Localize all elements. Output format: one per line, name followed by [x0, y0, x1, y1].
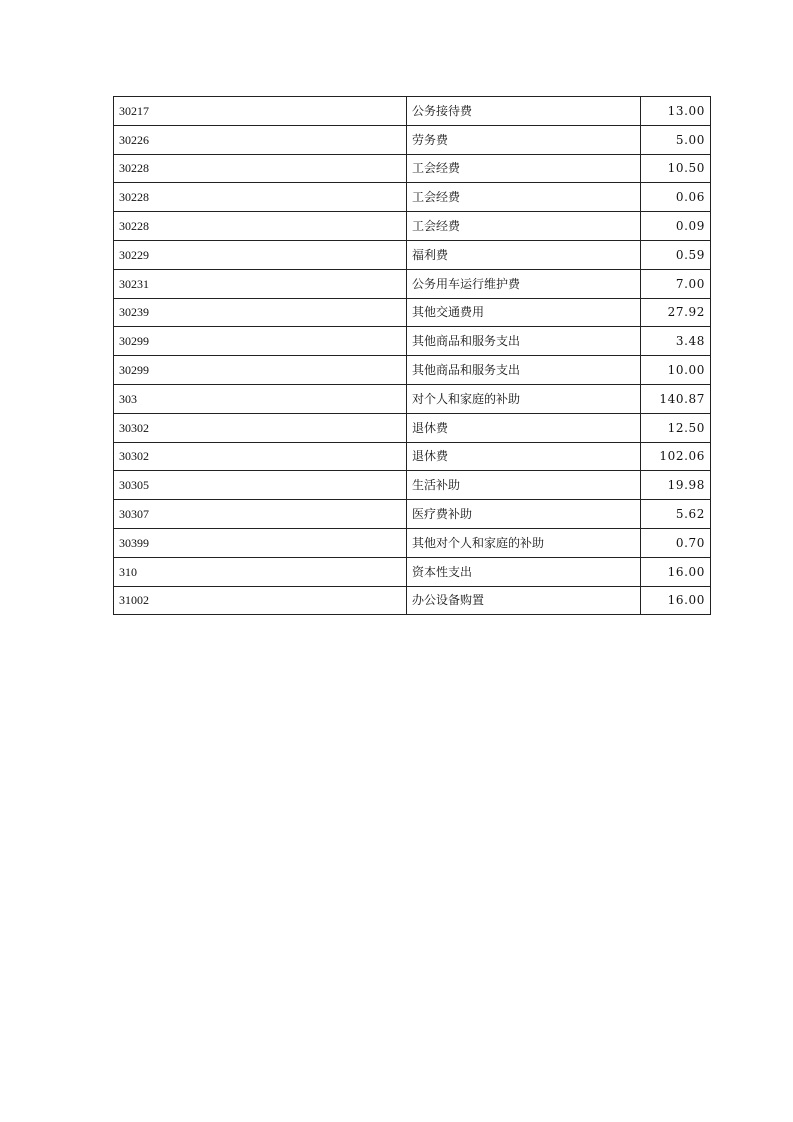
item-name-cell: 工会经费: [407, 212, 641, 241]
amount-cell: 5.00: [641, 125, 711, 154]
table-row: [114, 471, 711, 500]
amount-cell: 16.00: [641, 586, 711, 615]
amount-cell: 5.62: [641, 500, 711, 529]
economic-code-cell: 30302: [114, 442, 407, 471]
item-name-cell: 公务接待费: [407, 97, 641, 126]
item-name-cell: 工会经费: [407, 183, 641, 212]
item-name-cell: 其他交通费用: [407, 298, 641, 327]
table-row: [114, 327, 711, 356]
amount-cell: 10.00: [641, 356, 711, 385]
economic-code-cell: 303: [114, 384, 407, 413]
table-row: [114, 154, 711, 183]
amount-cell: 10.50: [641, 154, 711, 183]
item-name-cell: 福利费: [407, 240, 641, 269]
economic-code-cell: 31002: [114, 586, 407, 615]
amount-cell: 19.98: [641, 471, 711, 500]
amount-cell: 7.00: [641, 269, 711, 298]
item-name-cell: 公务用车运行维护费: [407, 269, 641, 298]
amount-cell: 140.87: [641, 384, 711, 413]
amount-cell: 16.00: [641, 557, 711, 586]
amount-cell: 12.50: [641, 413, 711, 442]
economic-code-cell: 30228: [114, 212, 407, 241]
item-name-cell: 其他商品和服务支出: [407, 356, 641, 385]
economic-code-cell: 310: [114, 557, 407, 586]
item-name-cell: 工会经费: [407, 154, 641, 183]
expenditure-table: [113, 96, 711, 615]
economic-code-cell: 30229: [114, 240, 407, 269]
economic-code-cell: 30231: [114, 269, 407, 298]
economic-code-cell: 30305: [114, 471, 407, 500]
economic-code-cell: 30302: [114, 413, 407, 442]
table-row: [114, 586, 711, 615]
amount-cell: 0.06: [641, 183, 711, 212]
table-row: [114, 298, 711, 327]
amount-cell: 0.59: [641, 240, 711, 269]
item-name-cell: 对个人和家庭的补助: [407, 384, 641, 413]
economic-code-cell: 30399: [114, 528, 407, 557]
amount-cell: 3.48: [641, 327, 711, 356]
table-row: [114, 97, 711, 126]
item-name-cell: 生活补助: [407, 471, 641, 500]
economic-code-cell: 30217: [114, 97, 407, 126]
item-name-cell: 退休费: [407, 442, 641, 471]
economic-code-cell: 30226: [114, 125, 407, 154]
table-row: [114, 528, 711, 557]
table-row: [114, 384, 711, 413]
item-name-cell: 其他对个人和家庭的补助: [407, 528, 641, 557]
item-name-cell: 资本性支出: [407, 557, 641, 586]
table-row: [114, 212, 711, 241]
table-row: [114, 356, 711, 385]
economic-code-cell: 30228: [114, 183, 407, 212]
table-row: [114, 442, 711, 471]
table-row: [114, 183, 711, 212]
amount-cell: 27.92: [641, 298, 711, 327]
economic-code-cell: 30299: [114, 327, 407, 356]
table-row: [114, 125, 711, 154]
amount-cell: 102.06: [641, 442, 711, 471]
table-row: [114, 557, 711, 586]
table-row: [114, 413, 711, 442]
economic-code-cell: 30307: [114, 500, 407, 529]
table-row: [114, 269, 711, 298]
item-name-cell: 医疗费补助: [407, 500, 641, 529]
table-row: [114, 240, 711, 269]
item-name-cell: 其他商品和服务支出: [407, 327, 641, 356]
economic-code-cell: 30299: [114, 356, 407, 385]
amount-cell: 0.70: [641, 528, 711, 557]
economic-code-cell: 30228: [114, 154, 407, 183]
item-name-cell: 退休费: [407, 413, 641, 442]
table-row: [114, 500, 711, 529]
economic-code-cell: 30239: [114, 298, 407, 327]
amount-cell: 13.00: [641, 97, 711, 126]
amount-cell: 0.09: [641, 212, 711, 241]
item-name-cell: 劳务费: [407, 125, 641, 154]
item-name-cell: 办公设备购置: [407, 586, 641, 615]
